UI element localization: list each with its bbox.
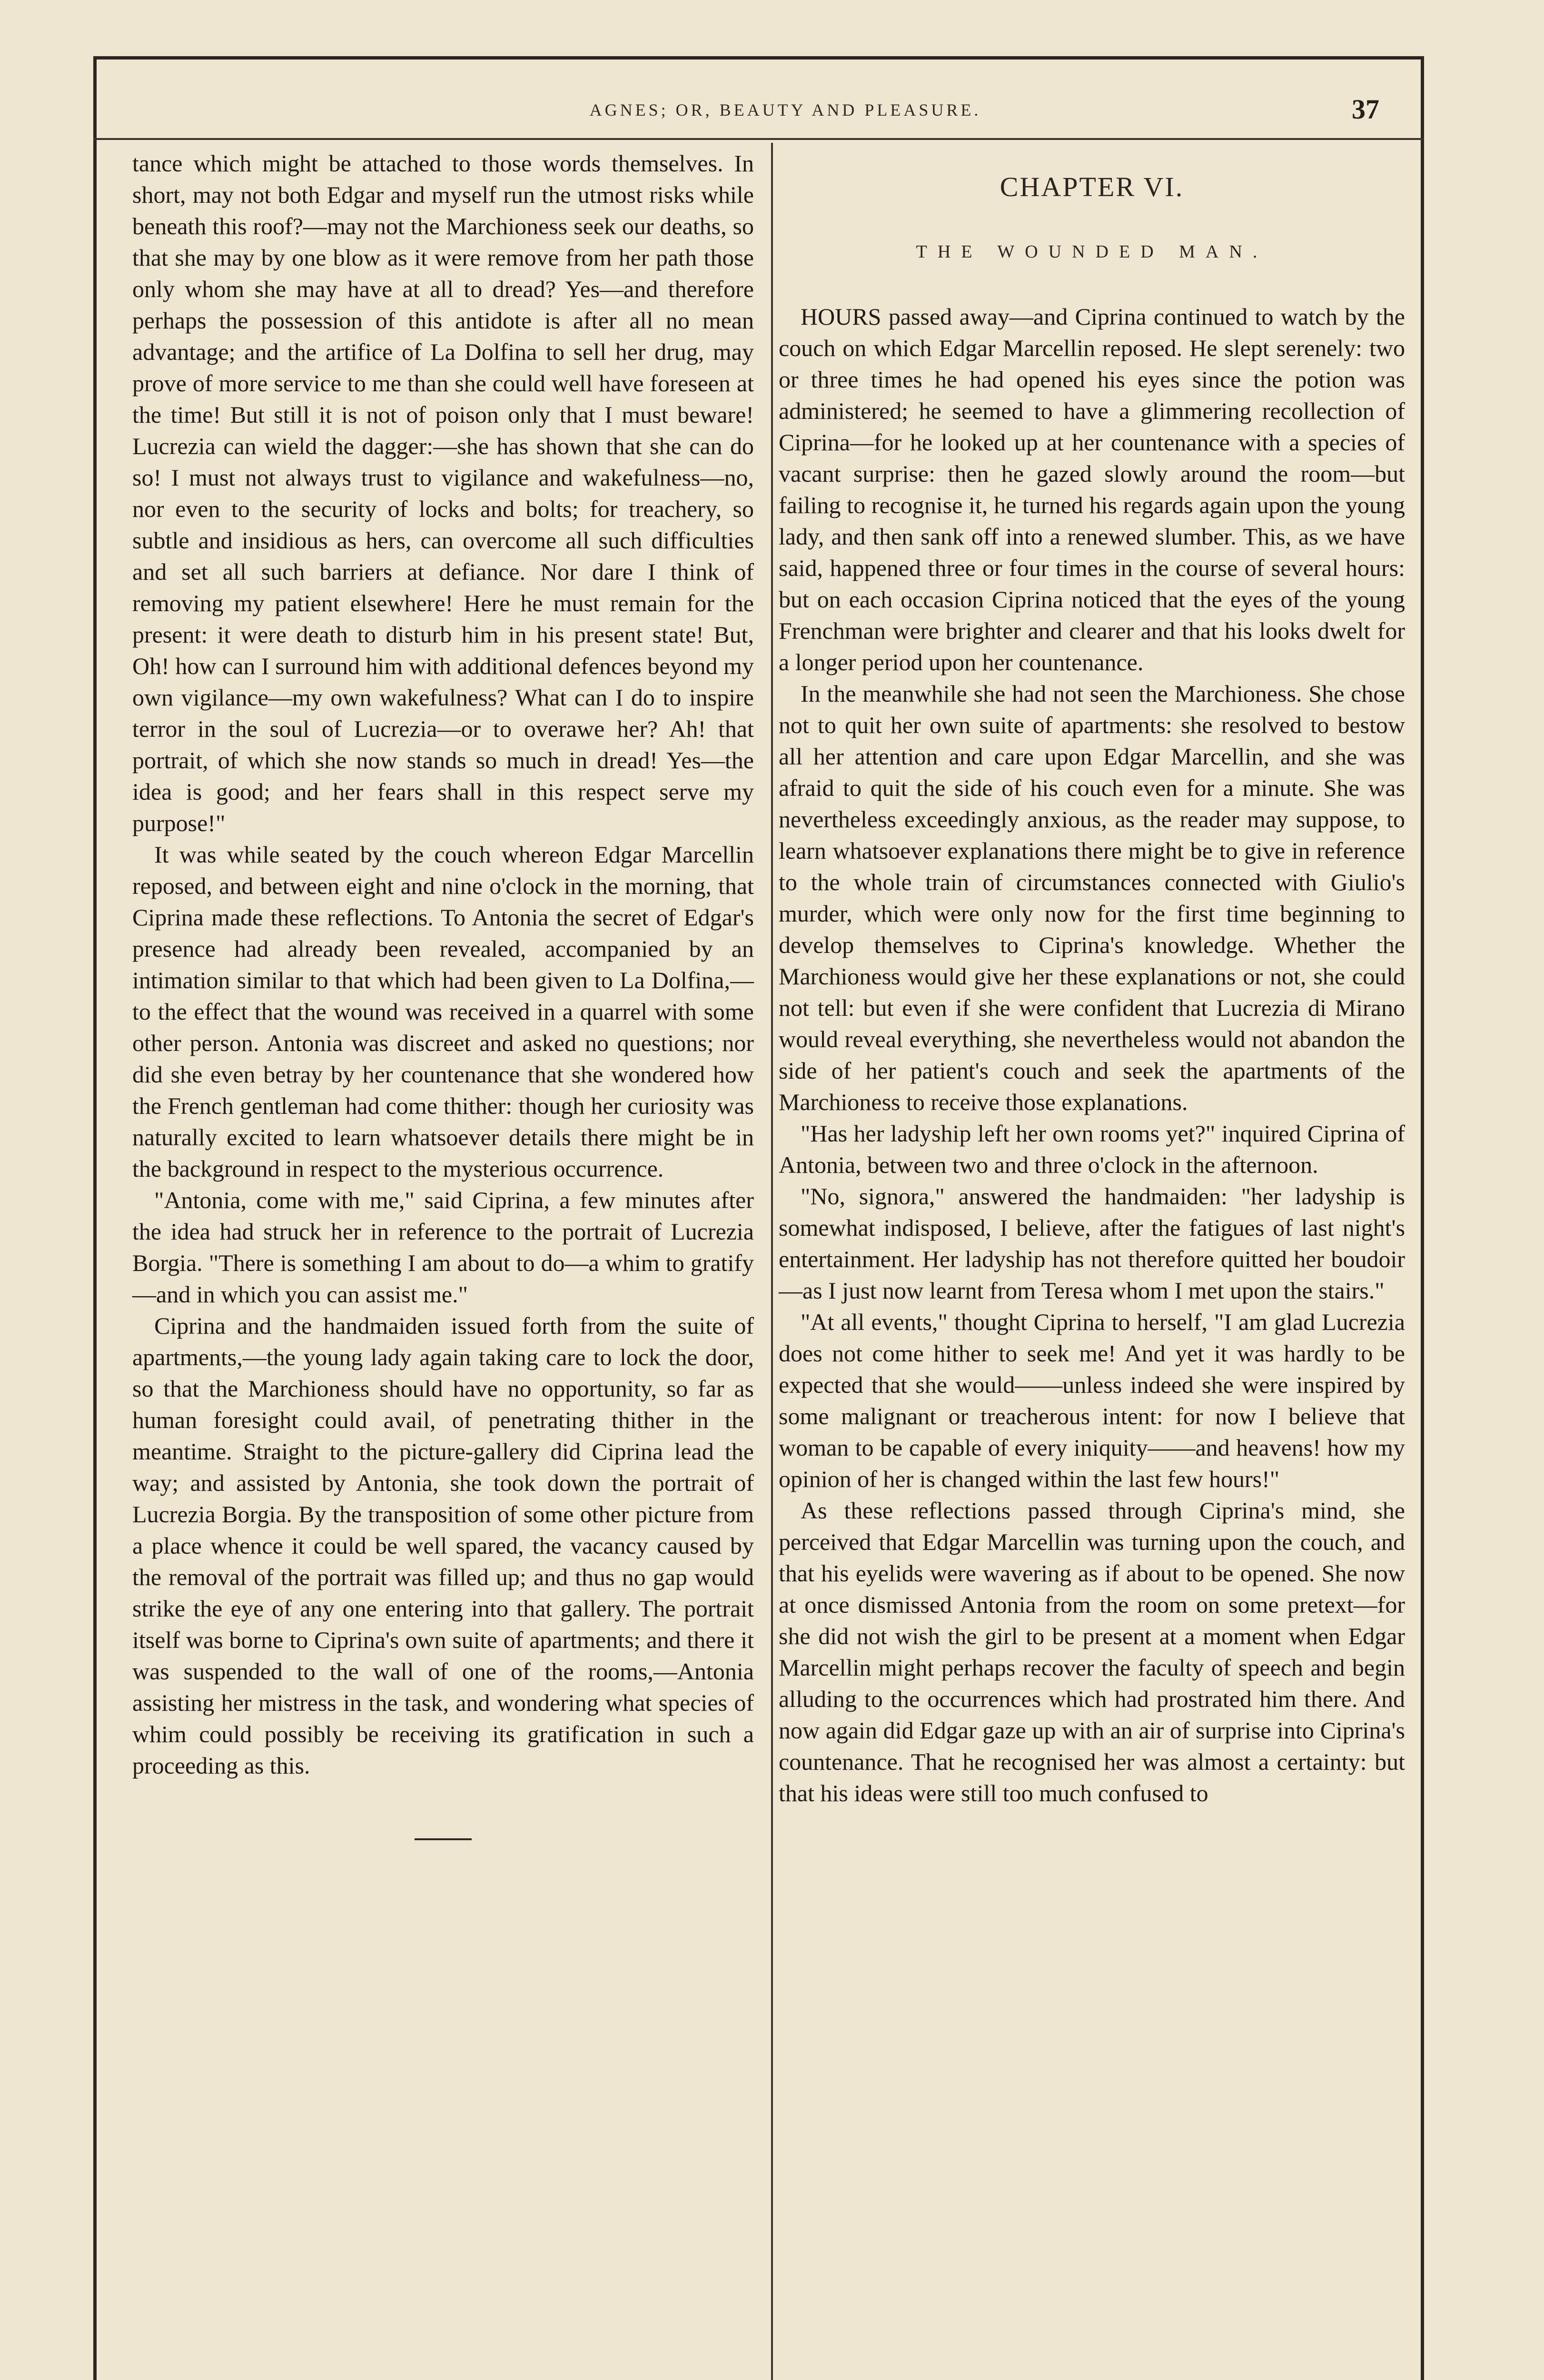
paragraph: tance which might be attached to those words themselves. In short, may not both Edgar and myself run the utmost risks while beneath this roof?—may not the Marchioness seek our deaths, so that she may by one blow as it were remove from her path those only whom she may have at all to dread? Yes—and therefore perhaps the possession of this antidote is after all no mean advantage; and the artifice of La Dolfina to sell her drug, may prove of more service to me than she could well have foreseen at the time! But still it is not of poison only that I must beware! Lucrezia can wield the dagger:—she has shown that she can do so! I must not always trust to vigilance and wakefulness—no, nor even to the security of locks and bolts; for treachery, so subtle and insidious as hers, can overcome all such difficulties and set all such barriers at defiance. Nor dare I think of removing my patient elsewhere! Here he must remain for the present: it were death to disturb him in his present state! But, Oh! how can I surround him with additional defences beyond my own vigilance—my own wakefulness? What can I do to inspire terror in the soul of Lucrezia—or to overawe her? Ah! that portrait, of which she now stands so much in dread! Yes—the idea is good; and her fears shall in this respect serve my purpose!" — [132, 150, 754, 836]
header-rule — [93, 138, 1424, 140]
paragraph: HOURS passed away—and Ciprina continued to watch by the couch on which Edgar Marcellin reposed. He slept serenely: two or three times he had opened his eyes since the potion was administered; he seemed to have a glimmering recollection of Ciprina—for he looked up at her countenance with a species of vacant surprise: then he gazed slowly around the room—but failing to recognise it, he turned his regards again upon the young lady, and then sank off into a renewed slumber. This, as we have said, happened three or four times in the course of several hours: but on each occasion Ciprina noticed that the eyes of the young Frenchman were brighter and clearer and that his looks dwelt for a longer period upon her countenance. — [779, 303, 1405, 675]
paragraph: Ciprina and the handmaiden issued forth from the suite of apartments,—the young lady again taking care to lock the door, so that the Marchioness should have no opportunity, so far as human foresight could avail, of penetrating thither in the meantime. Straight to the picture-gallery did Ciprina lead the way; and assisted by Antonia, she took down the portrait of Lucrezia Borgia. By the transposition of some other picture from a place whence it could be well spared, the vacancy caused by the removal of the portrait was filled up; and thus no gap would strike the eye of any one entering into that gallery. The portrait itself was borne to Ciprina's own suite of apartments; and there it was suspended to the wall of one of the rooms,—Antonia assisting her mistress in the task, and wondering what species of whim could possibly be receiving its gratification in such a proceeding as this. — [132, 1312, 754, 1779]
paragraph: "Has her ladyship left her own rooms yet?" inquired Ciprina of Antonia, between two and three o'clock in the afternoon. — [779, 1120, 1405, 1178]
right-column — [779, 171, 1405, 1809]
paragraph: It was while seated by the couch whereon Edgar Marcellin reposed, and between eight and nine o'clock in the morning, that Ciprina made these reflections. To Antonia the secret of Edgar's presence had already been revealed, accompanied by an intimation similar to that which had been given to La Dolfina,—to the effect that the wound was received in a quarrel with some other person. Antonia was discreet and asked no questions; nor did she even betray by her countenance that she wondered how the French gentleman had come thither: though her curiosity was naturally excited to learn whatsoever details there might be in the background in respect to the mysterious occurrence. — [132, 841, 754, 1182]
left-column — [132, 148, 754, 1840]
paragraph: In the meanwhile she had not seen the Marchioness. She chose not to quit her own suite of apartments: she resolved to bestow all her attention and care upon Edgar Marcellin, and she was afraid to quit the side of his couch even for a minute. She was nevertheless exceedingly anxious, as the reader may suppose, to learn whatsoever explanations there might be to give in reference to the whole train of circumstances connected with Giulio's murder, which were only now for the first time beginning to develop themselves to Ciprina's knowledge. Whether the Marchioness would give her these explanations or not, she could not tell: but even if she were confident that Lucrezia di Mirano would reveal everything, she nevertheless would not abandon the side of her patient's couch and seek the apartments of the Marchioness to receive those explanations. — [779, 680, 1405, 1115]
paragraph: As these reflections passed through Ciprina's mind, she perceived that Edgar Marcellin was turning upon the couch, and that his eyelids were wavering as if about to be opened. She now at once dismissed Antonia from the room on some pretext—for she did not wish the girl to be present at a moment when Edgar Marcellin might perhaps recover the faculty of speech and begin alluding to the occurrences which had prostrated him there. And now again did Edgar gaze up with an air of surprise into Ciprina's countenance. That he recognised her was almost a certainty: but that his ideas were still too much confused to — [779, 1497, 1405, 1806]
paragraph: "Antonia, come with me," said Ciprina, a few minutes after the idea had struck her in reference to the portrait of Lucrezia Borgia. "There is something I am about to do—a whim to gratify—and in which you can assist me." — [132, 1187, 754, 1308]
chapter-title: CHAPTER VI. — [1000, 171, 1184, 202]
column-divider — [771, 143, 773, 2380]
section-end-rule — [415, 1838, 472, 1840]
paragraph: "No, signora," answered the handmaiden: "her ladyship is somewhat indisposed, I believe, after the fatigues of last night's entertainment. Her ladyship has not therefore quitted her boudoir—as I just now learnt from Teresa whom I met upon the stairs." — [779, 1183, 1405, 1304]
chapter-subtitle: THE WOUNDED MAN. — [916, 242, 1268, 262]
running-head: AGNES; OR, BEAUTY AND PLEASURE. — [589, 100, 981, 119]
paragraph: "At all events," thought Ciprina to herself, "I am glad Lucrezia does not come hither to seek me! And yet it was hardly to be expected that she would——unless indeed she were inspired by some malignant or treacherous intent: for now I believe that woman to be capable of every iniquity——and heavens! how my opinion of her is changed within the last few hours!" — [779, 1309, 1405, 1492]
page-number: 37 — [1352, 94, 1379, 125]
